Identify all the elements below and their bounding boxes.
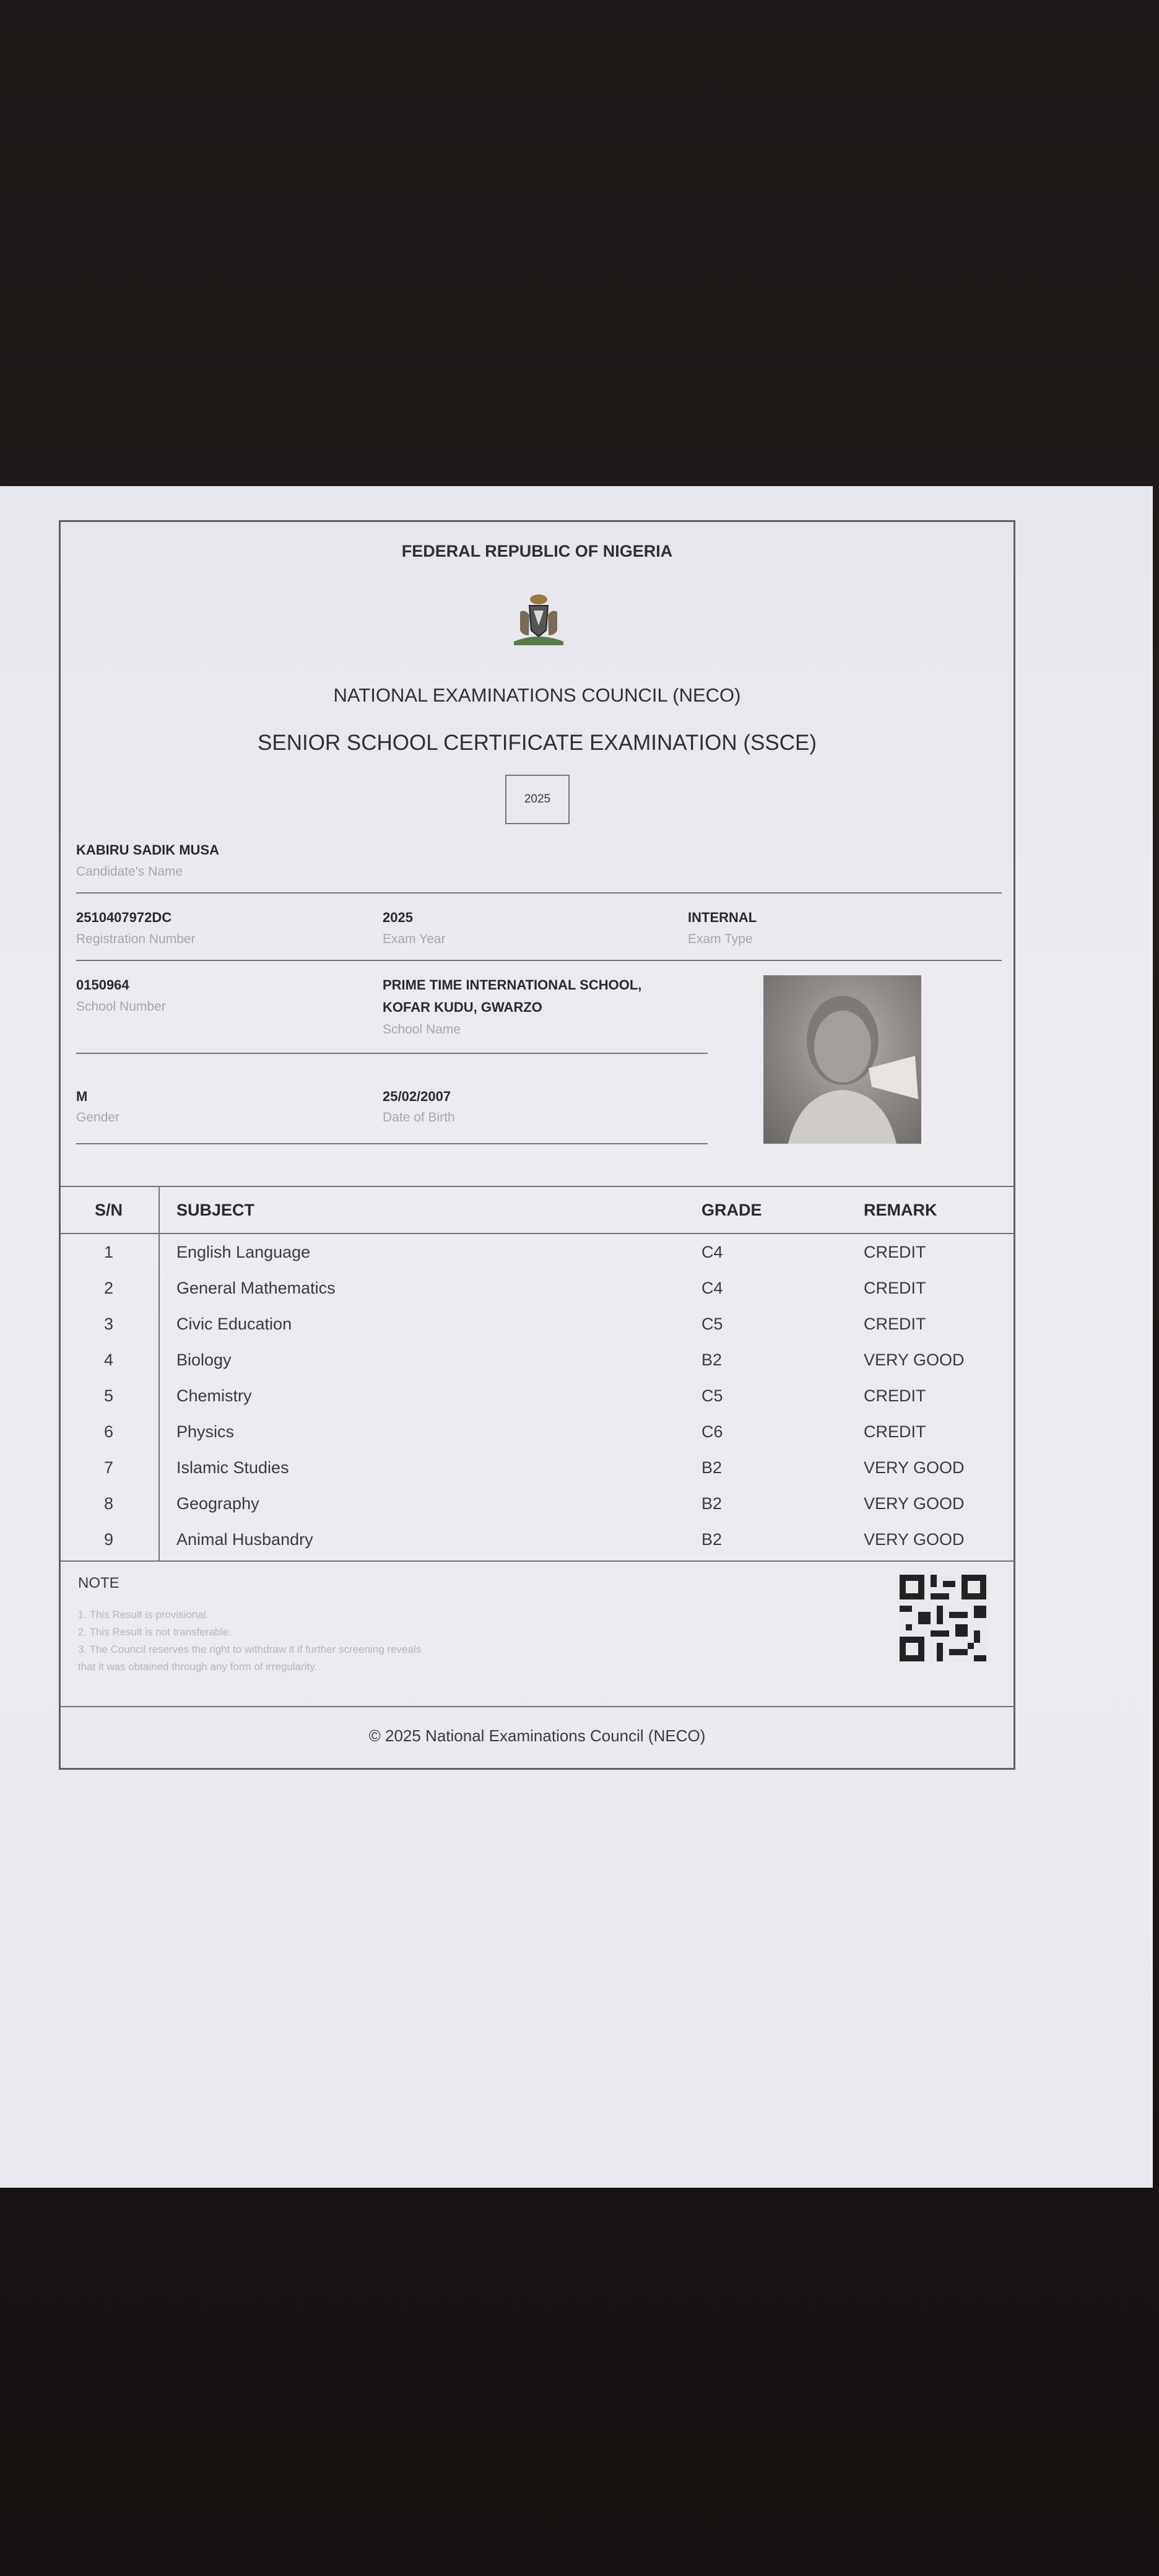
row-subject: Biology (176, 1351, 232, 1369)
header-grade: GRADE (701, 1201, 762, 1219)
table-top-border (61, 1186, 1014, 1187)
coat-of-arms-icon (501, 587, 576, 649)
divider (76, 1143, 708, 1144)
candidate-name-label: Candidate's Name (76, 864, 183, 879)
exam-year: 2025 (383, 910, 413, 925)
note-title: NOTE (78, 1575, 119, 1591)
candidate-name: KABIRU SADIK MUSA (76, 842, 219, 858)
row-grade: C4 (701, 1279, 723, 1297)
row-subject: Islamic Studies (176, 1458, 289, 1477)
row-remark: CREDIT (864, 1386, 926, 1405)
row-sn: 4 (104, 1351, 114, 1369)
row-grade: C6 (701, 1422, 723, 1441)
school-name-line1: PRIME TIME INTERNATIONAL SCHOOL, (383, 977, 642, 993)
table-row (61, 1414, 1014, 1450)
table-row (61, 1450, 1014, 1486)
gender: M (76, 1089, 88, 1104)
row-subject: Animal Husbandry (176, 1530, 313, 1549)
table-row (61, 1234, 1014, 1270)
row-grade: B2 (701, 1494, 723, 1513)
row-subject: Chemistry (176, 1386, 252, 1405)
date-of-birth: 25/02/2007 (383, 1089, 451, 1104)
row-subject: Physics (176, 1422, 235, 1441)
row-sn: 9 (104, 1530, 114, 1549)
row-grade: C5 (701, 1386, 723, 1405)
copyright-footer: © 2025 National Examinations Council (NECO) (368, 1726, 706, 1745)
date-of-birth-label: Date of Birth (383, 1110, 455, 1125)
registration-number: 2510407972DC (76, 910, 172, 925)
table-row (61, 1306, 1014, 1342)
row-sn: 6 (104, 1422, 114, 1441)
table-row (61, 1486, 1014, 1521)
row-grade: C5 (701, 1315, 723, 1333)
row-sn: 1 (104, 1243, 114, 1261)
divider (76, 892, 1002, 894)
results-table-body (61, 1234, 1014, 1559)
candidate-photo (763, 975, 921, 1144)
table-row (61, 1378, 1014, 1414)
note-item: that it was obtained through any form of irregularity. (78, 1661, 318, 1673)
row-remark: VERY GOOD (864, 1530, 965, 1549)
row-remark: CREDIT (864, 1422, 926, 1441)
row-remark: CREDIT (864, 1243, 926, 1261)
exam-heading: SENIOR SCHOOL CERTIFICATE EXAMINATION (SSCE) (258, 731, 817, 755)
result-frame (59, 520, 1015, 1770)
table-row (61, 1521, 1014, 1557)
row-sn: 7 (104, 1458, 114, 1477)
registration-number-label: Registration Number (76, 932, 196, 946)
row-remark: VERY GOOD (864, 1458, 965, 1477)
school-name-line2: KOFAR KUDU, GWARZO (383, 999, 542, 1015)
table-bottom-border (61, 1560, 1014, 1562)
table-row (61, 1342, 1014, 1378)
exam-type: INTERNAL (688, 910, 757, 925)
row-subject: Civic Education (176, 1315, 292, 1333)
council-heading: NATIONAL EXAMINATIONS COUNCIL (NECO) (333, 684, 741, 706)
row-grade: C4 (701, 1243, 723, 1261)
header-sn: S/N (95, 1201, 123, 1219)
row-subject: General Mathematics (176, 1279, 336, 1297)
republic-heading: FEDERAL REPUBLIC OF NIGERIA (401, 542, 673, 560)
row-subject: Geography (176, 1494, 259, 1513)
school-number: 0150964 (76, 977, 129, 993)
row-sn: 3 (104, 1315, 114, 1333)
divider (76, 960, 1002, 961)
row-grade: B2 (701, 1458, 723, 1477)
note-item: 1. This Result is provisional. (78, 1609, 209, 1621)
row-grade: B2 (701, 1351, 723, 1369)
result-sheet (0, 486, 1153, 2188)
divider (76, 1053, 708, 1054)
row-remark: CREDIT (864, 1279, 926, 1297)
row-remark: VERY GOOD (864, 1494, 965, 1513)
qr-code-icon (900, 1575, 986, 1661)
row-sn: 5 (104, 1386, 114, 1405)
row-sn: 8 (104, 1494, 114, 1513)
table-row (61, 1270, 1014, 1306)
exam-type-label: Exam Type (688, 932, 753, 946)
row-remark: VERY GOOD (864, 1351, 965, 1369)
row-remark: CREDIT (864, 1315, 926, 1333)
row-sn: 2 (104, 1279, 114, 1297)
school-name-label: School Name (383, 1022, 461, 1037)
header-remark: REMARK (864, 1201, 937, 1219)
year-box: 2025 (505, 775, 570, 824)
exam-year-label: Exam Year (383, 932, 446, 946)
gender-label: Gender (76, 1110, 120, 1125)
row-subject: English Language (176, 1243, 311, 1261)
note-item: 3. The Council reserves the right to withdraw it if further screening reveals (78, 1643, 422, 1655)
footer-divider (61, 1706, 1014, 1707)
school-number-label: School Number (76, 999, 166, 1014)
row-grade: B2 (701, 1530, 723, 1549)
note-item: 2. This Result is not transferable. (78, 1626, 232, 1638)
header-subject: SUBJECT (176, 1201, 255, 1219)
